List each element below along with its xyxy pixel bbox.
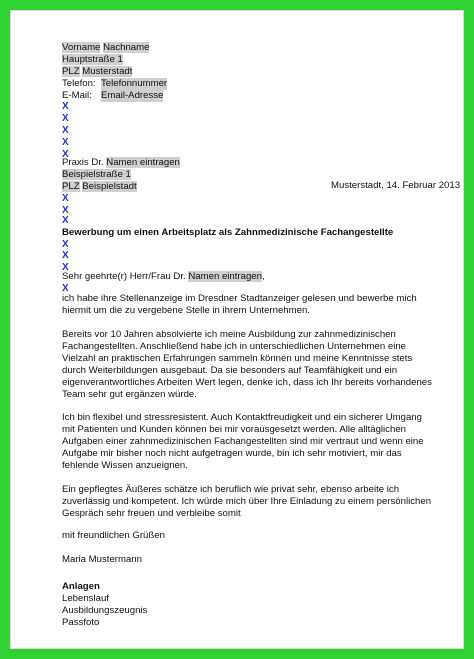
sender-street-text: Hauptstraße 1 (62, 54, 123, 65)
closing: mit freundlichen Grüßen (62, 530, 165, 541)
x-marker: X (62, 113, 69, 124)
salutation-name: Namen eintragen (188, 271, 262, 282)
salutation-comma: , (261, 271, 265, 282)
sender-city: Musterstadt (82, 66, 133, 77)
phone-value: Telefonnummer (101, 78, 168, 89)
body-paragraph-4: Ein gepflegtes Äußeres schätze ich beruflich wie privat sehr, ebenso arbeite ich zuverlässig und kompetent. Ich würde mich über Ihre Einladung zu einem persönlichen Gespräch sehr freuen und verbleibe somit (62, 484, 432, 519)
sender-name (62, 42, 149, 54)
subject-line: Bewerbung um einen Arbeitsplatz als Zahnmedizinische Fachangestellte (62, 227, 394, 238)
sender-city-line (62, 66, 132, 78)
body-paragraph-1: ich habe ihre Stellenanzeige im Dresdner Stadtanzeiger gelesen und bewerbe mich hiermit um die zu vergebene Stelle in ihrem Unternehmen. (62, 293, 417, 316)
x-marker: X (62, 239, 69, 250)
attachment-item: Lebenslauf (62, 593, 109, 604)
praxis-prefix: Praxis Dr. (62, 157, 104, 168)
x-marker: X (62, 250, 69, 261)
body-paragraph-2: Bereits vor 10 Jahren absolvierte ich meine Ausbildung zur zahnmedizinischen Fachangestellten. Anschließend habe ich in unterschiedlichen Unternehmen eine Vielzahl an praktischen Erfahrungen sammeln können und meine Kenntnisse stets durch Weiterbildungen ausgebaut. Da sie besonders auf Teamfähigkeit und ein eigenverantwortliches Arbeiten Wert legen, denke ich, dass ich Ihr bereits vorhandenes Team sehr gut ergänzen würde. (62, 329, 432, 400)
recipient-city-line (62, 181, 137, 193)
x-marker: X (62, 149, 69, 160)
email-value: Email-Adresse (101, 90, 164, 101)
x-marker: X (62, 205, 69, 216)
x-marker: X (62, 101, 69, 112)
recipient-plz: PLZ (62, 181, 80, 192)
email-label: E-Mail: (62, 90, 92, 101)
recipient-city: Beispielstadt (82, 181, 137, 192)
x-marker: X (62, 215, 69, 226)
recipient-street-text: Beispielstraße 1 (62, 169, 131, 180)
x-marker: X (62, 137, 69, 148)
sender-phone-line (62, 78, 168, 90)
praxis-name: Namen eintragen (106, 157, 180, 168)
recipient-street (62, 169, 131, 181)
salutation (62, 271, 265, 283)
body-paragraph-3: Ich bin flexibel und stressresistent. Auch Kontaktfreudigkeit und ein sicherer Umgang mit Patienten und Kunden können bei mir vorausgesetzt werden. Alle alltäglichen Aufgaben einer zahnmedizinischen Fachangestellten sind mir vertraut und wenn eine Aufgabe mir bisher noch nicht aufgetragen wurde, bin ich sehr motiviert, mir das fehlende Wissen anzueignen. (62, 412, 424, 471)
attachments-heading: Anlagen (62, 581, 100, 592)
x-marker: X (62, 262, 69, 273)
sender-street (62, 54, 123, 66)
x-marker: X (62, 193, 69, 204)
sender-plz: PLZ (62, 66, 80, 77)
attachment-item: Passfoto (62, 617, 100, 628)
recipient-praxis (62, 157, 180, 169)
x-marker: X (62, 283, 69, 294)
salutation-prefix: Sehr geehrte(r) Herr/Frau Dr. (62, 271, 186, 282)
signature-name: Maria Mustermann (62, 554, 142, 565)
sender-firstname: Vorname (62, 42, 101, 53)
date-line: Musterstadt, 14. Februar 2013 (331, 180, 461, 191)
sender-lastname: Nachname (103, 42, 150, 53)
attachment-item: Ausbildungszeugnis (62, 605, 148, 616)
phone-label: Telefon: (62, 78, 96, 89)
x-marker: X (62, 125, 69, 136)
